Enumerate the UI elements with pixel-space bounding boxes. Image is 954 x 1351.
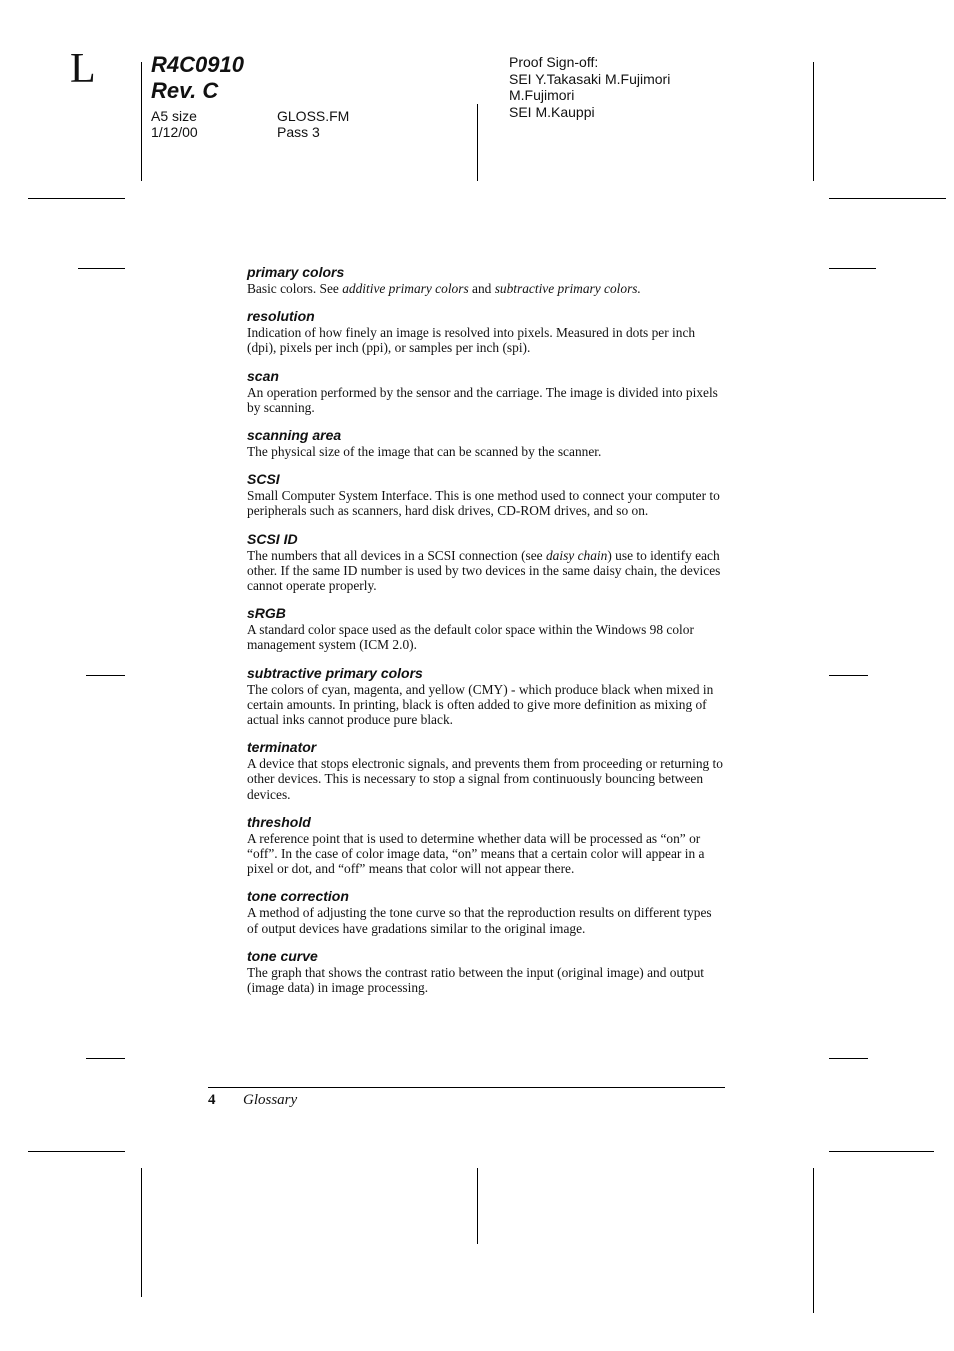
page-number: 4 bbox=[208, 1092, 216, 1108]
definition-text: A reference point that is used to determine whether data will be processed as “on” or “off”. In the case of color image data, “on” means that a certain color will appear in a pixel or dot, and “off” means that color will not appear there. bbox=[247, 830, 705, 877]
cross-reference: daisy chain bbox=[545, 547, 608, 563]
definition-text: ) use to identify each other. If the same ID number is used by two devices in the same daisy chain, the devices cannot operate properly. bbox=[247, 547, 721, 594]
glossary-term: tone correction bbox=[247, 888, 349, 905]
definition-text: Indication of how finely an image is resolved into pixels. Measured in dots per inch (dpi), pixels per inch (ppi), or samples per inch (spi). bbox=[247, 325, 696, 356]
glossary-entry bbox=[247, 888, 725, 935]
document-code bbox=[151, 52, 244, 104]
glossary-term: sRGB bbox=[247, 605, 286, 622]
crop-mark bbox=[141, 62, 142, 181]
definition-text: An operation performed by the sensor and the carriage. The image is divided into pixels by scanning. bbox=[247, 384, 718, 415]
cross-reference: subtractive primary colors. bbox=[494, 281, 641, 296]
glossary-term: scanning area bbox=[247, 427, 342, 444]
file-name-label: GLOSS.FM bbox=[277, 108, 350, 124]
crop-mark bbox=[86, 675, 125, 676]
glossary-term: terminator bbox=[247, 739, 317, 756]
pass-label: Pass 3 bbox=[277, 124, 320, 140]
glossary-entry bbox=[247, 739, 725, 802]
crop-mark bbox=[28, 198, 125, 199]
footer-rule bbox=[208, 1087, 725, 1088]
glossary-entry bbox=[247, 308, 725, 355]
definition-text: Small Computer System Interface. This is one method used to connect your computer to peripherals such as scanners, hard disk drives, CD-ROM drives, and so on. bbox=[247, 488, 720, 519]
cross-reference: additive primary colors bbox=[342, 281, 469, 296]
definition-text: and bbox=[468, 281, 495, 296]
glossary-entry bbox=[247, 948, 725, 995]
glossary-definition bbox=[247, 548, 725, 594]
crop-mark bbox=[78, 268, 125, 269]
glossary-definition bbox=[247, 281, 725, 296]
glossary-term: SCSI bbox=[247, 471, 280, 488]
glossary-term: resolution bbox=[247, 308, 315, 325]
glossary-entry bbox=[247, 814, 725, 877]
glossary-definition bbox=[247, 682, 725, 728]
definition-text: The numbers that all devices in a SCSI connection (see bbox=[247, 547, 546, 563]
glossary-term: tone curve bbox=[247, 947, 318, 964]
glossary-entry bbox=[247, 665, 725, 728]
crop-mark bbox=[477, 104, 478, 181]
crop-mark bbox=[86, 1058, 125, 1059]
glossary-entry bbox=[247, 531, 725, 594]
definition-text: A standard color space used as the default color space within the Windows 98 color management system (ICM 2.0). bbox=[247, 622, 694, 653]
glossary-definition bbox=[247, 488, 725, 518]
page-size-label: A5 size bbox=[151, 108, 197, 124]
glossary-definition bbox=[247, 756, 725, 802]
definition-text: The physical size of the image that can be scanned by the scanner. bbox=[247, 444, 602, 460]
glossary-definition bbox=[247, 905, 725, 935]
glossary-definition bbox=[247, 622, 725, 652]
glossary-definition bbox=[247, 831, 725, 877]
crop-mark bbox=[829, 1058, 868, 1059]
glossary-term: subtractive primary colors bbox=[247, 664, 423, 681]
glossary-definition bbox=[247, 385, 725, 415]
footer-section-title: Glossary bbox=[243, 1092, 298, 1108]
signoff-line: M.Fujimori bbox=[509, 87, 575, 103]
signoff-line: Proof Sign-off: bbox=[509, 54, 599, 70]
definition-text: A device that stops electronic signals, and prevents them from proceeding or returning to other devices. This is necessary to stop a signal from continuously bouncing between devices. bbox=[247, 756, 723, 802]
date-label: 1/12/00 bbox=[151, 124, 198, 140]
crop-mark bbox=[829, 1151, 934, 1152]
crop-mark bbox=[813, 62, 814, 181]
crop-mark bbox=[829, 268, 876, 269]
glossary-entry bbox=[247, 605, 725, 652]
glossary-entry bbox=[247, 264, 725, 296]
crop-mark bbox=[477, 1168, 478, 1244]
glossary-entry bbox=[247, 427, 725, 459]
glossary-definition bbox=[247, 444, 725, 459]
signoff-line: SEI Y.Takasaki M.Fujimori bbox=[509, 70, 671, 87]
document-code-line: R4C0910 bbox=[151, 52, 244, 77]
crop-mark bbox=[829, 675, 868, 676]
glossary-entries bbox=[247, 264, 725, 1007]
revision-label: Rev. C bbox=[151, 78, 219, 103]
definition-text: Basic colors. See bbox=[247, 281, 343, 296]
glossary-term: SCSI ID bbox=[247, 530, 298, 547]
glossary-term: threshold bbox=[247, 813, 311, 830]
glossary-term: primary colors bbox=[247, 264, 345, 280]
signoff-line: SEI M.Kauppi bbox=[509, 103, 595, 120]
definition-text: The colors of cyan, magenta, and yellow (CMY) - which produce black when mixed in certain amounts. In printing, black is often added to give more definition as mixing of actual inks cannot produce pure black. bbox=[247, 681, 714, 728]
glossary-term: scan bbox=[247, 367, 279, 384]
crop-mark bbox=[28, 1151, 125, 1152]
definition-text: The graph that shows the contrast ratio between the input (original image) and output (image data) in image processing. bbox=[247, 964, 705, 996]
glossary-definition bbox=[247, 325, 725, 355]
crop-mark bbox=[813, 1168, 814, 1313]
corner-letter: L bbox=[70, 46, 96, 92]
crop-mark bbox=[141, 1168, 142, 1297]
glossary-definition bbox=[247, 965, 725, 995]
glossary-entry bbox=[247, 471, 725, 518]
proof-signoff-block bbox=[509, 54, 670, 120]
glossary-entry bbox=[247, 368, 725, 415]
crop-mark bbox=[829, 198, 946, 199]
definition-text: A method of adjusting the tone curve so that the reproduction results on different types of output devices have gradations similar to the original image. bbox=[247, 905, 712, 936]
